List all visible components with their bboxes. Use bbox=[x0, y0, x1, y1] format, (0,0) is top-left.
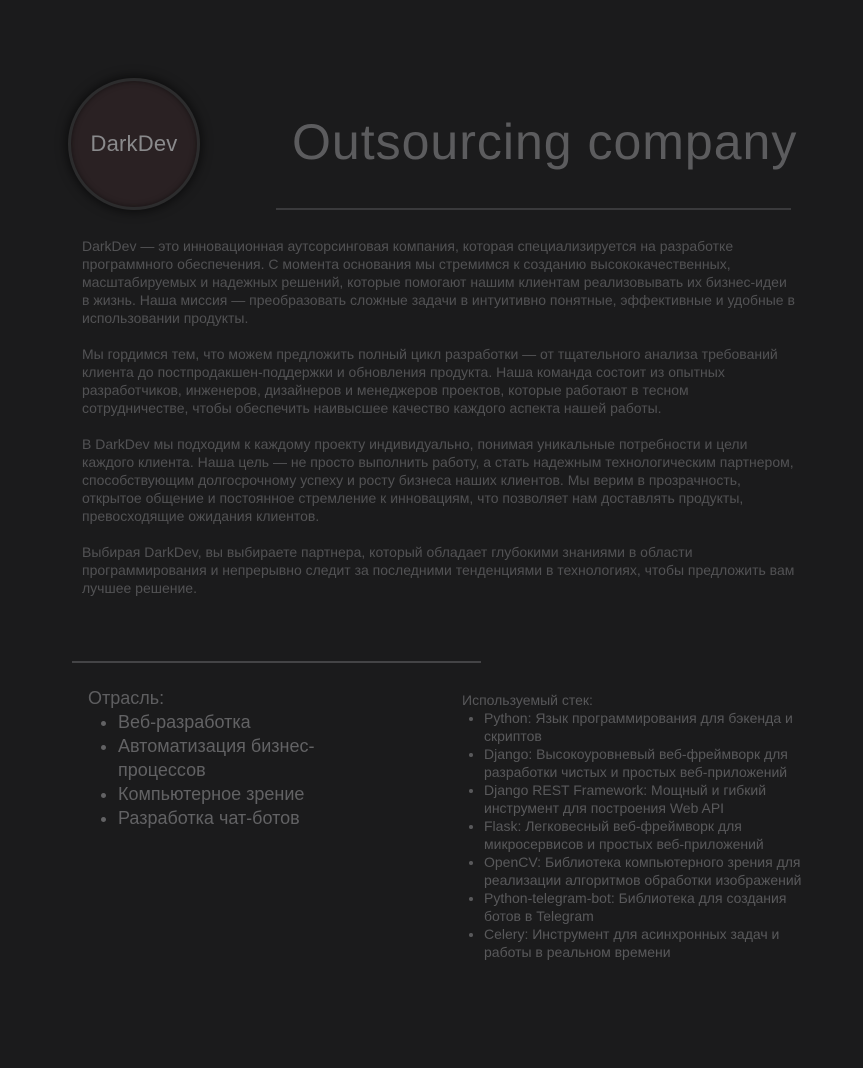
stack-item: • Celery: Инструмент для асинхронных задач и работы в реальном времени bbox=[484, 925, 822, 961]
about-section bbox=[82, 237, 798, 615]
stack-item: • Python: Язык программирования для бэкенда и скриптов bbox=[484, 709, 822, 745]
about-paragraph: В DarkDev мы подходим к каждому проекту индивидуально, понимая уникальные потребности и цели каждого клиента. Наша цель — не просто выполнить работу, а стать надежным технологическим партнером, способствующим долгосрочному успеху и росту бизнеса наших клиентов. Мы верим в прозрачность, открытое общение и постоянное стремление к инновациям, что позволяет нам доставлять продукты, превосходящие ожидания клиентов. bbox=[82, 436, 794, 524]
page-title: Outsourcing company bbox=[292, 114, 798, 170]
title-divider bbox=[276, 208, 791, 210]
industry-item: • Автоматизация бизнес-процессов bbox=[118, 734, 388, 782]
industry-section bbox=[88, 686, 388, 830]
stack-item: • Flask: Легковесный веб-фреймворк для микросервисов и простых веб-приложений bbox=[484, 817, 822, 853]
company-logo bbox=[68, 78, 200, 210]
stack-title: Используемый стек: bbox=[462, 692, 593, 708]
industry-item: • Разработка чат-ботов bbox=[118, 806, 388, 830]
industry-title: Отрасль: bbox=[88, 688, 165, 708]
stack-item: • Django REST Framework: Мощный и гибкий инструмент для построения Web API bbox=[484, 781, 822, 817]
logo-text: DarkDev bbox=[90, 131, 178, 156]
section-divider bbox=[72, 661, 481, 663]
industry-item: • Веб-разработка bbox=[118, 710, 388, 734]
industry-item: • Компьютерное зрение bbox=[118, 782, 388, 806]
stack-item: • Django: Высокоуровневый веб-фреймворк для разработки чистых и простых веб-приложений bbox=[484, 745, 822, 781]
stack-item: • Python-telegram-bot: Библиотека для создания ботов в Telegram bbox=[484, 889, 822, 925]
stack-list bbox=[462, 709, 822, 961]
about-paragraph: Выбирая DarkDev, вы выбираете партнера, который обладает глубокими знаниями в области программирования и непрерывно следит за последними тенденциями в технологиях, чтобы предложить вам лучшее решение. bbox=[82, 544, 795, 596]
tech-stack-section bbox=[462, 691, 822, 961]
about-paragraph: Мы гордимся тем, что можем предложить полный цикл разработки — от тщательного анализа требований клиента до постпродакшен-поддержки и обновления продукта. Наша команда состоит из опытных разработчиков, инженеров, дизайнеров и менеджеров проектов, которые работают в тесном сотрудничестве, чтобы обеспечить наивысшее качество каждого аспекта нашей работы. bbox=[82, 346, 778, 416]
about-paragraph: DarkDev — это инновационная аутсорсинговая компания, которая специализируется на разработке программного обеспечения. С момента основания мы стремимся к созданию высококачественных, масштабируемых и надежных решений, которые помогают нашим клиентам реализовывать их бизнес-идеи в жизнь. Наша миссия — преобразовать сложные задачи в интуитивно понятные, эффективные и удобные в использовании продукты. bbox=[82, 238, 795, 326]
stack-item: • OpenCV: Библиотека компьютерного зрения для реализации алгоритмов обработки изображений bbox=[484, 853, 822, 889]
industry-list bbox=[88, 710, 388, 830]
